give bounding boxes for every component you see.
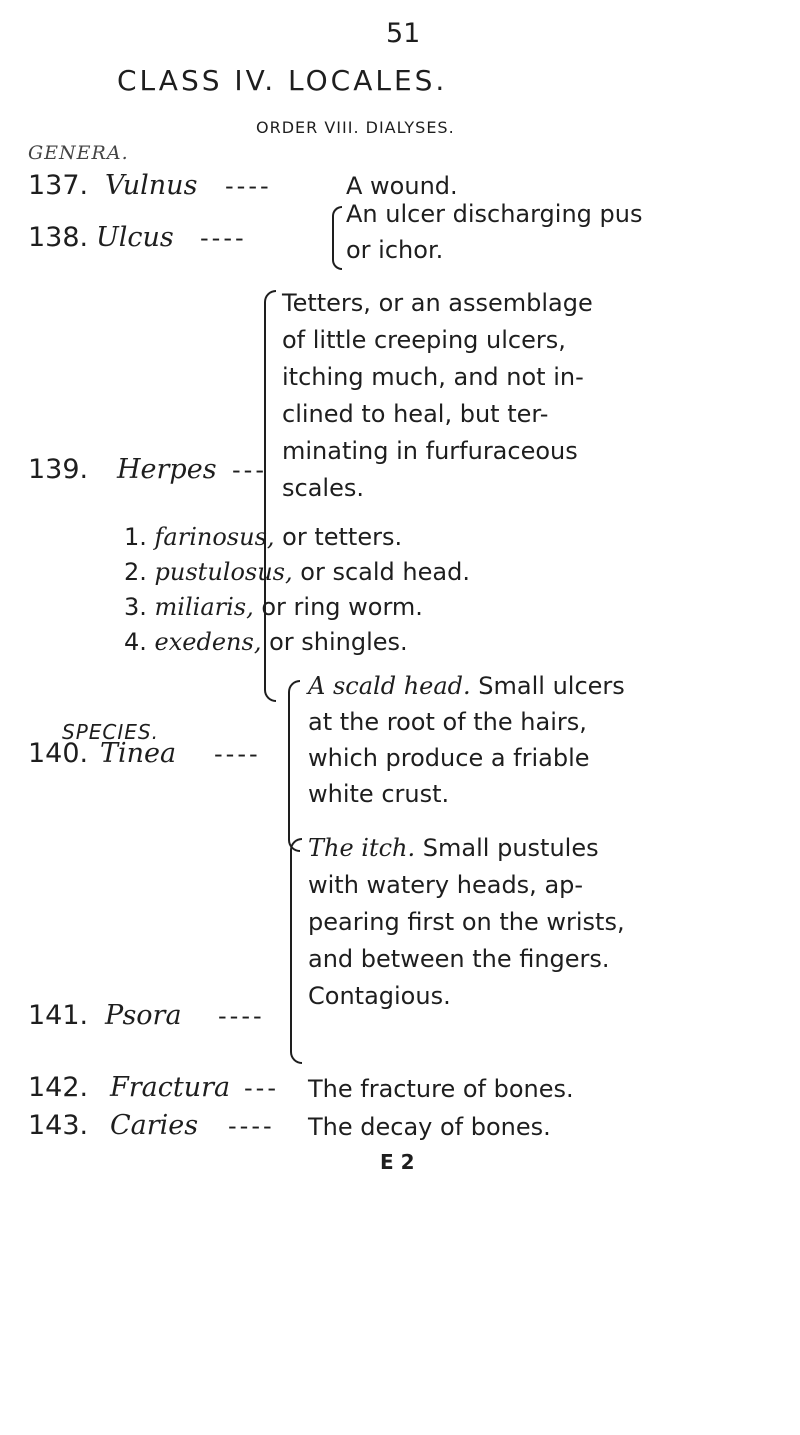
species-item bbox=[124, 523, 402, 551]
entry-number: 139. bbox=[28, 454, 89, 485]
genus-name: Ulcus bbox=[96, 222, 174, 253]
genus-name: Fractura bbox=[110, 1072, 231, 1103]
genus-description-line: or ichor. bbox=[346, 236, 444, 264]
page-number: 51 bbox=[386, 18, 421, 49]
entry-number: 141. bbox=[28, 1000, 89, 1031]
genus-description-line: at the root of the hairs, bbox=[308, 708, 587, 736]
species-common-name: or tetters. bbox=[282, 523, 403, 551]
species-item bbox=[124, 628, 408, 656]
genus-description-line: which produce a friable bbox=[308, 744, 590, 772]
genus-description: The fracture of bones. bbox=[308, 1075, 574, 1103]
description-italic-lead: A scald head. bbox=[308, 672, 471, 700]
genus-description: A wound. bbox=[346, 172, 458, 200]
species-item bbox=[124, 558, 470, 586]
leader-dashes: ---- bbox=[225, 172, 272, 200]
species-number: 2. bbox=[124, 558, 147, 586]
entry-number: 143. bbox=[28, 1110, 89, 1141]
genus-description-line: itching much, and not in- bbox=[282, 363, 584, 391]
genus-description: The decay of bones. bbox=[308, 1113, 551, 1141]
leader-dashes: --- bbox=[232, 456, 267, 484]
entry-number: 140. bbox=[28, 738, 89, 769]
brace bbox=[290, 838, 302, 1064]
species-item bbox=[124, 593, 423, 621]
genus-name: Herpes bbox=[117, 454, 217, 485]
species-number: 4. bbox=[124, 628, 147, 656]
genus-description-line bbox=[308, 668, 625, 704]
leader-dashes: --- bbox=[244, 1074, 279, 1102]
leader-dashes: ---- bbox=[214, 740, 261, 768]
genus-description-line: and between the fingers. bbox=[308, 945, 610, 973]
genus-name: Caries bbox=[110, 1110, 199, 1141]
genus-name: Tinea bbox=[100, 738, 177, 769]
species-name: exedens, bbox=[154, 628, 262, 656]
description-text: Small pustules bbox=[422, 834, 599, 862]
genus-description-line: with watery heads, ap- bbox=[308, 871, 584, 899]
entry-number: 137. bbox=[28, 170, 89, 201]
species-heading: SPECIES. bbox=[62, 720, 159, 744]
genus-description-line: Tetters, or an assemblage bbox=[282, 289, 593, 317]
brace bbox=[288, 680, 300, 852]
species-number: 1. bbox=[124, 523, 147, 551]
species-common-name: or shingles. bbox=[269, 628, 408, 656]
leader-dashes: ---- bbox=[228, 1112, 275, 1140]
genus-description-line: pearing first on the wrists, bbox=[308, 908, 625, 936]
genus-name: Psora bbox=[105, 1000, 182, 1031]
species-name: farinosus, bbox=[154, 523, 275, 551]
species-number: 3. bbox=[124, 593, 147, 621]
brace bbox=[332, 206, 342, 270]
genus-description-line: minating in furfuraceous bbox=[282, 437, 578, 465]
genus-description-line: of little creeping ulcers, bbox=[282, 326, 566, 354]
species-name: miliaris, bbox=[154, 593, 254, 621]
species-common-name: or ring worm. bbox=[261, 593, 423, 621]
signature-mark: E 2 bbox=[380, 1150, 415, 1174]
leader-dashes: ---- bbox=[218, 1002, 265, 1030]
entry-number: 142. bbox=[28, 1072, 89, 1103]
genus-description-line: white crust. bbox=[308, 780, 450, 808]
genus-description-line: scales. bbox=[282, 474, 364, 502]
class-title: CLASS IV. LOCALES. bbox=[117, 64, 448, 97]
species-common-name: or scald head. bbox=[300, 558, 470, 586]
genus-description-line: Contagious. bbox=[308, 982, 451, 1010]
leader-dashes: ---- bbox=[200, 224, 247, 252]
species-name: pustulosus, bbox=[154, 558, 293, 586]
genus-description-line: An ulcer discharging pus bbox=[346, 200, 643, 228]
entry-number: 138. bbox=[28, 222, 89, 253]
genus-name: Vulnus bbox=[105, 170, 198, 201]
description-italic-lead: The itch. bbox=[308, 834, 416, 862]
description-text: Small ulcers bbox=[478, 672, 625, 700]
genera-heading: GENERA. bbox=[28, 142, 129, 164]
order-title: ORDER VIII. DIALYSES. bbox=[256, 118, 455, 137]
genus-description-line: clined to heal, but ter- bbox=[282, 400, 549, 428]
genus-description-line bbox=[308, 830, 599, 866]
